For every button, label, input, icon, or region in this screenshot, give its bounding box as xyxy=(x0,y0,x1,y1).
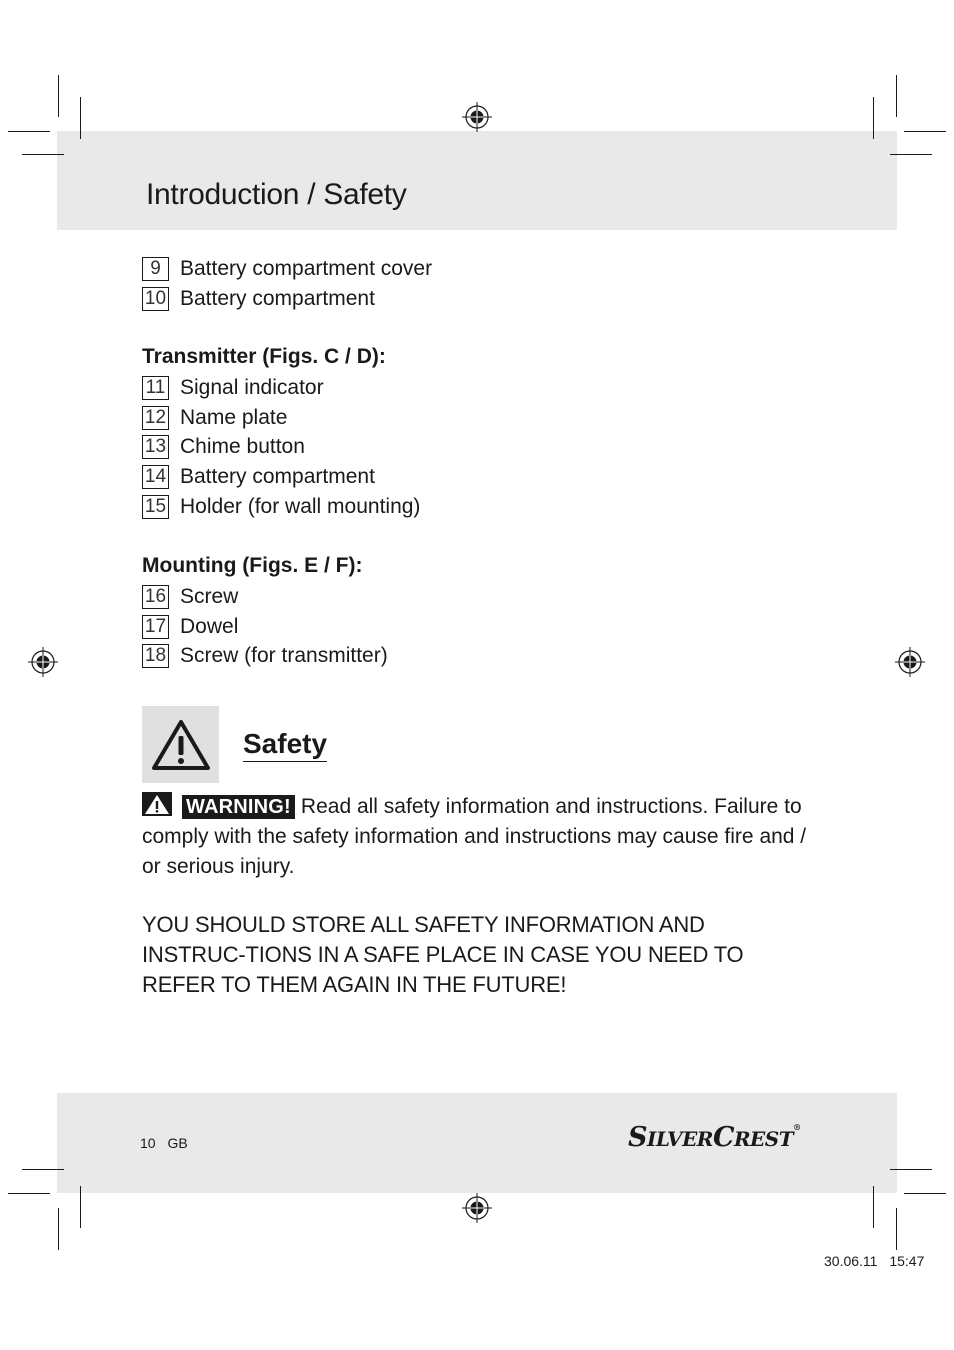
list-item xyxy=(142,284,432,314)
list-item xyxy=(142,403,420,433)
item-label: Dowel xyxy=(180,614,239,638)
warning-small-triangle-icon xyxy=(142,792,172,816)
print-timestamp: 30.06.11 15:47 xyxy=(824,1253,925,1269)
crop-mark xyxy=(873,97,874,139)
page-number: 10 xyxy=(140,1135,156,1151)
parts-list-mounting xyxy=(142,582,388,671)
item-label: Battery compartment cover xyxy=(180,256,433,280)
crop-mark xyxy=(58,1208,59,1250)
item-label: Screw (for transmitter) xyxy=(180,644,388,668)
item-label: Screw xyxy=(180,584,239,608)
crop-mark xyxy=(22,1169,64,1170)
warning-text: Read all safety information and instructions. Failure to comply with the safety information and instructions may cause fire and / or serious injury. xyxy=(142,795,807,878)
safety-icon-box xyxy=(142,706,219,783)
brand-text: ILVER xyxy=(647,1127,713,1151)
brand-logo xyxy=(628,1122,801,1153)
crop-mark xyxy=(890,154,932,155)
crop-mark xyxy=(896,75,897,117)
warning-triangle-icon xyxy=(151,719,211,771)
item-label: Name plate xyxy=(180,405,288,429)
item-label: Battery compartment xyxy=(180,286,375,310)
crop-mark xyxy=(8,1193,50,1194)
warning-badge: WARNING! xyxy=(182,795,295,819)
item-number: 16 xyxy=(142,585,169,609)
item-number: 11 xyxy=(142,376,169,400)
item-number: 13 xyxy=(142,435,169,459)
parts-list-transmitter xyxy=(142,373,420,522)
list-item xyxy=(142,254,432,284)
crop-mark xyxy=(896,1208,897,1250)
registration-mark-icon xyxy=(462,1193,492,1223)
parts-list-receiver xyxy=(142,254,432,314)
safety-title: Safety xyxy=(243,727,327,762)
store-notice: YOU SHOULD STORE ALL SAFETY INFORMATION AND INSTRUC-TIONS IN A SAFE PLACE IN CASE YOU NEED TO REFER TO THEM AGAIN IN THE FUTURE! xyxy=(142,912,744,997)
crop-mark xyxy=(904,1193,946,1194)
item-number: 18 xyxy=(142,644,169,668)
brand-initial: C xyxy=(712,1122,734,1153)
item-number: 15 xyxy=(142,495,169,519)
transmitter-heading: Transmitter (Figs. C / D): xyxy=(142,345,386,368)
list-item xyxy=(142,373,420,403)
list-item xyxy=(142,492,420,522)
item-label: Battery compartment xyxy=(180,465,375,489)
item-number: 12 xyxy=(142,406,169,430)
page-footer-label xyxy=(140,1135,188,1151)
item-label: Holder (for wall mounting) xyxy=(180,495,421,519)
crop-mark xyxy=(22,154,64,155)
brand-text: REST xyxy=(733,1127,794,1151)
list-item xyxy=(142,462,420,492)
warning-paragraph xyxy=(142,792,807,882)
mounting-heading: Mounting (Figs. E / F): xyxy=(142,554,363,577)
list-item xyxy=(142,433,420,463)
item-number: 9 xyxy=(142,257,169,281)
item-number: 10 xyxy=(142,287,169,311)
list-item xyxy=(142,582,388,612)
crop-mark xyxy=(58,75,59,117)
registration-mark-icon xyxy=(895,647,925,677)
item-label: Chime button xyxy=(180,435,305,459)
crop-mark xyxy=(80,97,81,139)
crop-mark xyxy=(8,131,50,132)
crop-mark xyxy=(873,1186,874,1228)
list-item xyxy=(142,612,388,642)
language-code: GB xyxy=(167,1135,188,1151)
registered-mark: ® xyxy=(793,1122,801,1132)
crop-mark xyxy=(890,1169,932,1170)
brand-initial: S xyxy=(628,1122,647,1153)
list-item xyxy=(142,642,388,672)
page-title: Introduction / Safety xyxy=(146,178,407,211)
registration-mark-icon xyxy=(462,102,492,132)
item-label: Signal indicator xyxy=(180,375,324,399)
registration-mark-icon xyxy=(28,647,58,677)
crop-mark xyxy=(904,131,946,132)
crop-mark xyxy=(80,1186,81,1228)
item-number: 14 xyxy=(142,465,169,489)
item-number: 17 xyxy=(142,615,169,639)
